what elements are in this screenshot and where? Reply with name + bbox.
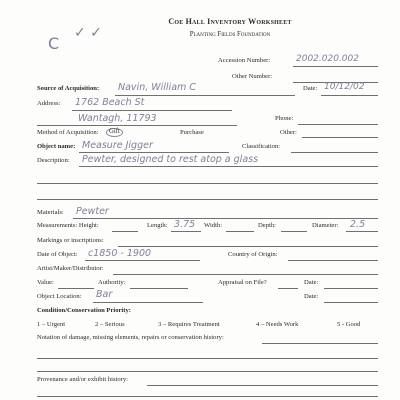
materials-label: Materials: bbox=[37, 209, 64, 216]
condition-title: Condition/Conservation Priority: bbox=[37, 307, 131, 314]
method-option-purchase[interactable]: Purchase bbox=[180, 129, 204, 136]
depth-label: Depth: bbox=[258, 222, 276, 229]
notation-label: Notation of damage, missing elements, repairs or conservation history: bbox=[37, 334, 224, 341]
address-label: Address: bbox=[37, 100, 61, 107]
date-value: 10/12/02 bbox=[324, 82, 365, 92]
address-line1: 1762 Beach St bbox=[75, 97, 145, 108]
value-label: Value: bbox=[37, 279, 54, 286]
notation-line-2 bbox=[37, 358, 378, 359]
form-title: Coe Hall Inventory Worksheet bbox=[168, 17, 292, 26]
provenance-label: Provenance and/or exhibit history: bbox=[37, 376, 129, 383]
measurements-height-label: Measurements: Height: bbox=[37, 222, 99, 229]
date-label: Date: bbox=[303, 85, 318, 92]
markings-label: Markings or inscriptions: bbox=[37, 237, 104, 244]
condition-level-5[interactable]: 5 - Good bbox=[337, 321, 361, 328]
date-of-object-label: Date of Object: bbox=[37, 251, 78, 258]
margin-check-marks: ✓ ✓ bbox=[74, 25, 102, 41]
accession-value: 2002.020.002 bbox=[296, 54, 359, 64]
phone-label: Phone: bbox=[275, 115, 294, 122]
appraisal-date-label: Date: bbox=[304, 279, 319, 286]
method-option-other[interactable]: Other: bbox=[280, 129, 297, 136]
description-value: Pewter, designed to rest atop a glass bbox=[82, 154, 259, 165]
margin-c-mark: C bbox=[48, 34, 60, 53]
artist-label: Artist/Maker/Distributor: bbox=[37, 265, 104, 272]
width-label: Width: bbox=[204, 222, 223, 229]
method-option-gift[interactable]: Gift bbox=[106, 128, 123, 137]
length-label: Length: bbox=[147, 222, 168, 229]
location-value: Bar bbox=[96, 289, 113, 300]
date-of-object-value: c1850 - 1900 bbox=[88, 248, 152, 259]
object-name-label: Object name: bbox=[37, 143, 76, 150]
form-subtitle: Planting Fields Foundation bbox=[189, 31, 271, 38]
length-value: 3.75 bbox=[174, 219, 196, 230]
authority-label: Authority: bbox=[98, 279, 126, 286]
condition-level-3[interactable]: 3 – Requires Treatment bbox=[158, 321, 220, 328]
diameter-value: 2.5 bbox=[350, 219, 366, 230]
source-label: Source of Acquisition: bbox=[37, 85, 100, 92]
condition-level-4[interactable]: 4 – Needs Work bbox=[256, 321, 299, 328]
accession-label: Accession Number: bbox=[218, 57, 271, 64]
description-label: Description: bbox=[37, 157, 70, 164]
notation-line-3 bbox=[37, 371, 378, 372]
location-label: Object Location: bbox=[37, 293, 82, 300]
address-line2: Wantagh, 11793 bbox=[78, 113, 157, 124]
description-line-2 bbox=[37, 183, 378, 184]
location-date-label: Date: bbox=[304, 293, 319, 300]
appraisal-label: Appraisal on File? bbox=[218, 279, 267, 286]
diameter-label: Diameter: bbox=[312, 222, 339, 229]
object-name-value: Measure Jigger bbox=[82, 140, 153, 151]
method-label: Method of Acquisition: bbox=[37, 129, 99, 136]
source-value: Navin, William C bbox=[118, 82, 196, 93]
materials-value: Pewter bbox=[76, 206, 109, 217]
country-label: Country of Origin: bbox=[228, 251, 278, 258]
condition-level-1[interactable]: 1 – Urgent bbox=[37, 321, 66, 328]
classification-label: Classification: bbox=[242, 143, 281, 150]
condition-level-2[interactable]: 2 – Serious bbox=[95, 321, 125, 328]
description-line-3 bbox=[37, 199, 378, 200]
other-number-label: Other Number: bbox=[232, 73, 273, 80]
provenance-line-2 bbox=[37, 396, 378, 397]
